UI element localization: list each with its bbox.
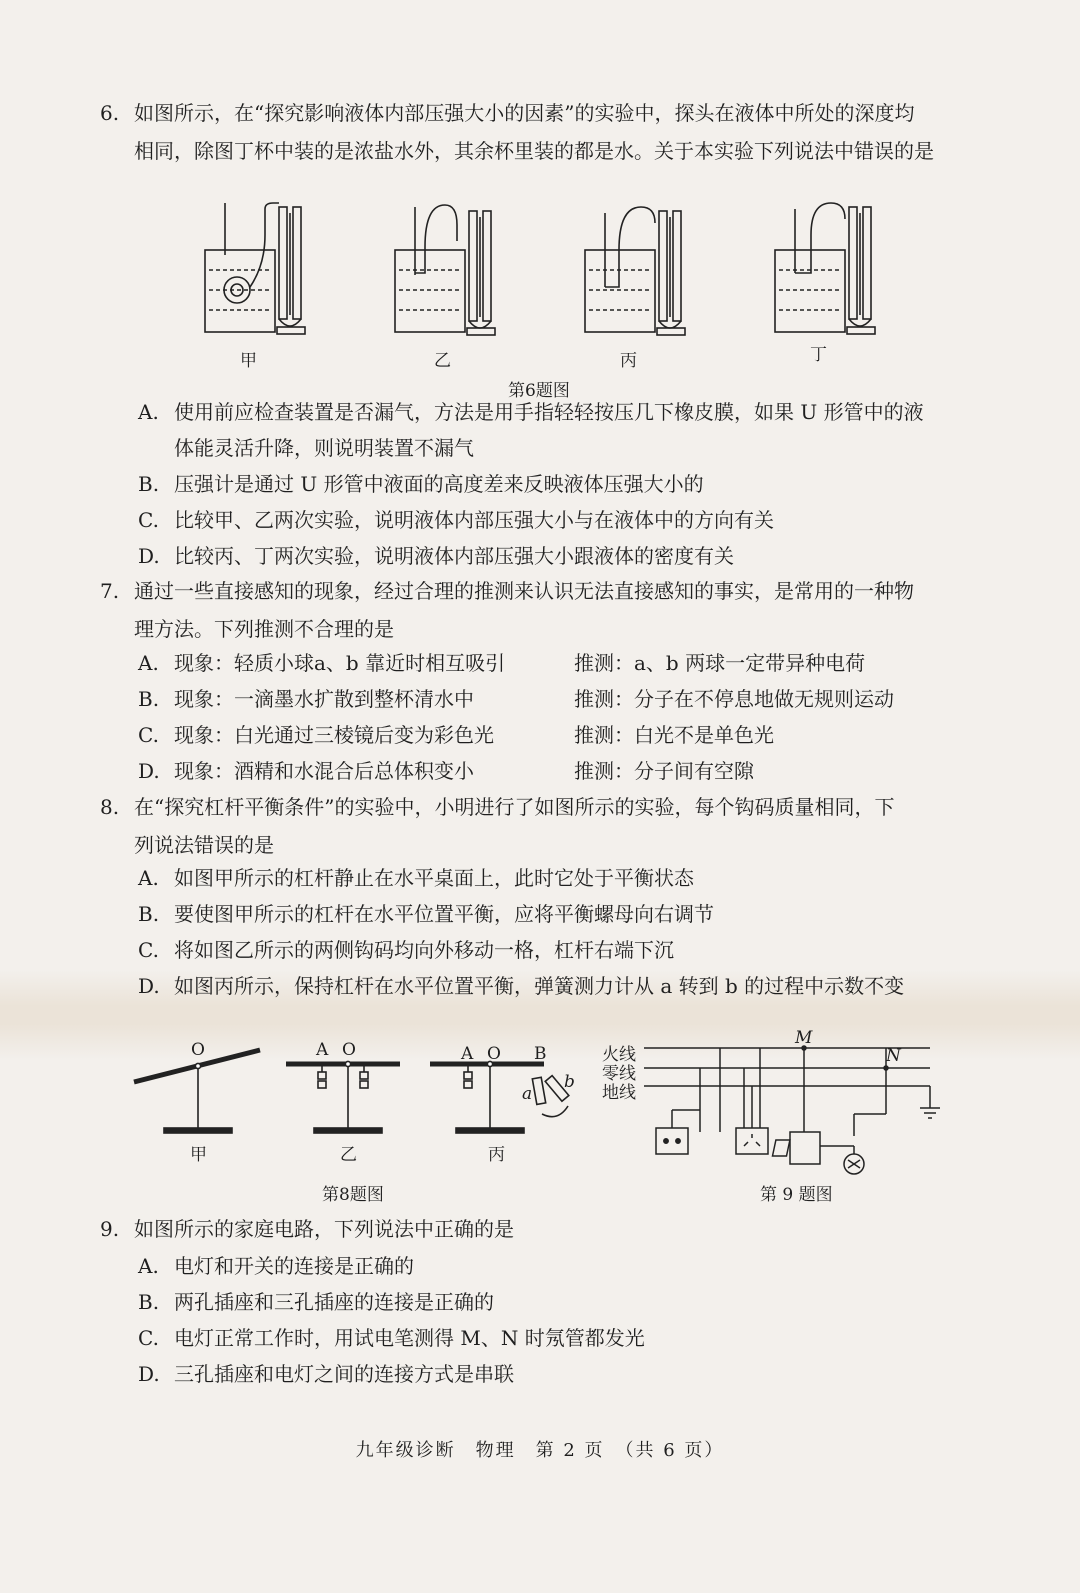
apparatus-ding [775,203,875,334]
q6-option-c [138,502,998,538]
question-7 [100,572,1000,648]
fig8-label-yi: 乙 [340,1145,357,1165]
q9-option-c-letter: C. [138,1326,159,1350]
q6-option-d [138,538,998,574]
question-7-stem-line2: 理方法。下列推测不合理的是 [134,617,394,641]
q8-option-c [138,932,998,968]
light-switch-icon [790,1132,820,1164]
q8-option-d-text: 如图丙所示，保持杠杆在水平位置平衡，弹簧测力计从 a 转到 b 的过程中示数不变 [174,974,905,998]
q7-option-a-letter: A. [138,651,159,675]
q9-option-d [138,1356,998,1392]
fig9-fire-wire-label: 火线 [602,1045,636,1065]
q8-option-b-letter: B. [138,902,160,926]
q8-option-a-letter: A. [138,866,159,890]
figure-9-caption: 第 9 题图 [760,1185,833,1205]
q9-option-b [138,1284,998,1320]
q6-option-b [138,466,998,502]
fig8-bing-direction-b: b [564,1072,575,1092]
q9-option-b-text: 两孔插座和三孔插座的连接是正确的 [174,1290,494,1314]
q8-option-a-text: 如图甲所示的杠杆静止在水平桌面上，此时它处于平衡状态 [174,866,694,890]
q7-option-a-inference: 推测：a、b 两球一定带异种电荷 [574,651,866,675]
q9-option-c-text: 电灯正常工作时，用试电笔测得 M、N 时氖管都发光 [174,1326,645,1350]
question-6-stem-line1: 如图所示，在“探究影响液体内部压强大小的因素”的实验中，探头在液体中所处的深度均 [134,101,915,125]
q9-option-a-letter: A. [138,1254,159,1278]
q9-option-d-letter: D. [138,1362,160,1386]
q7-option-b [138,681,998,717]
q6-option-a-text-line2: 体能灵活升降，则说明装置不漏气 [174,436,474,460]
fig9-point-n: N [886,1046,901,1066]
q7-option-a [138,645,998,681]
q7-option-b-letter: B. [138,687,160,711]
fig8-yi-point-a: A [316,1040,329,1060]
q6-option-d-letter: D. [138,544,160,568]
q6-option-b-letter: B. [138,472,160,496]
lever-yi [286,1061,400,1133]
q8-option-b-text: 要使图甲所示的杠杆在水平位置平衡，应将平衡螺母向右调节 [174,902,714,926]
apparatus-bing [585,207,685,335]
q6-option-c-letter: C. [138,508,159,532]
q6-option-a [138,394,998,466]
q8-option-d [138,968,998,1004]
fig6-label-bing: 丙 [620,351,637,371]
lever-jia [134,1050,260,1133]
q6-option-a-text-line1: 使用前应检查装置是否漏气，方法是用手指轻轻按压几下橡皮膜，如果 U 形管中的液 [174,400,924,424]
fig6-label-yi: 乙 [434,351,451,371]
question-6 [100,94,1000,170]
q8-option-c-text: 将如图乙所示的两侧钩码均向外移动一格，杠杆右端下沉 [174,938,674,962]
fig8-jia-point-o: O [191,1040,205,1060]
question-9-number: 9. [100,1217,120,1241]
fig6-label-ding: 丁 [810,345,827,365]
fig8-label-jia: 甲 [190,1145,207,1165]
q7-option-d-letter: D. [138,759,160,783]
fig9-neutral-wire-label: 零线 [602,1064,636,1084]
fig9-point-m: M [795,1028,813,1048]
page-footer: 九年级诊断 物理 第 2 页 （共 6 页） [355,1440,725,1461]
figure-8-caption: 第8题图 [322,1185,384,1205]
fig8-bing-point-o: O [487,1044,501,1064]
q7-option-c-letter: C. [138,723,159,747]
fig8-bing-direction-a: a [522,1084,533,1104]
q8-option-c-letter: C. [138,938,159,962]
q9-option-a-text: 电灯和开关的连接是正确的 [174,1254,414,1278]
q8-option-b [138,896,998,932]
question-9 [100,1210,1000,1248]
q6-option-b-text: 压强计是通过 U 形管中液面的高度差来反映液体压强大小的 [174,472,704,496]
question-8-stem-line1: 在“探究杠杆平衡条件”的实验中，小明进行了如图所示的实验，每个钩码质量相同，下 [134,795,895,819]
figure-6-pressure-gauges [195,195,915,395]
three-hole-socket-icon [736,1128,768,1154]
q8-option-d-letter: D. [138,974,160,998]
fig8-bing-point-a: A [461,1044,474,1064]
q9-option-d-text: 三孔插座和电灯之间的连接方式是串联 [174,1362,514,1386]
figure-9-household-circuit [640,1036,960,1181]
q7-option-a-phenomenon: 现象：轻质小球a、b 靠近时相互吸引 [174,651,506,675]
q9-option-b-letter: B. [138,1290,160,1314]
question-8 [100,788,1000,864]
q6-option-d-text: 比较丙、丁两次实验，说明液体内部压强大小跟液体的密度有关 [174,544,734,568]
question-6-stem-line2: 相同，除图丁杯中装的是浓盐水外，其余杯里装的都是水。关于本实验下列说法中错误的是 [134,139,934,163]
fig9-ground-wire-label: 地线 [602,1083,636,1103]
question-9-stem: 如图所示的家庭电路，下列说法中正确的是 [134,1217,514,1241]
q6-option-a-letter: A. [138,400,159,424]
apparatus-yi [395,205,495,335]
question-8-stem-line2: 列说法错误的是 [134,833,274,857]
q9-option-c [138,1320,998,1356]
question-7-stem-line1: 通过一些直接感知的现象，经过合理的推测来认识无法直接感知的事实，是常用的一种物 [134,579,914,603]
q7-option-c [138,717,998,753]
q7-option-d-inference: 推测：分子间有空隙 [574,759,754,783]
lever-bing [430,1061,569,1133]
q7-option-c-phenomenon: 现象：白光通过三棱镜后变为彩色光 [174,723,494,747]
q7-option-d-phenomenon: 现象：酒精和水混合后总体积变小 [174,759,474,783]
figure-6-caption: 第6题图 [508,381,570,401]
question-6-number: 6. [100,101,120,125]
q7-option-d [138,753,998,789]
q7-option-c-inference: 推测：白光不是单色光 [574,723,774,747]
fig8-bing-point-b: B [534,1044,547,1064]
fig6-label-jia: 甲 [240,351,257,371]
q7-option-b-phenomenon: 现象：一滴墨水扩散到整杯清水中 [174,687,474,711]
q8-option-a [138,860,998,896]
apparatus-jia [205,203,305,334]
two-hole-socket-icon [656,1128,688,1154]
question-8-number: 8. [100,795,120,819]
question-7-number: 7. [100,579,120,603]
fig8-label-bing: 丙 [488,1145,505,1165]
q9-option-a [138,1248,998,1284]
q7-option-b-inference: 推测：分子在不停息地做无规则运动 [574,687,894,711]
q6-option-c-text: 比较甲、乙两次实验，说明液体内部压强大小与在液体中的方向有关 [174,508,774,532]
fig8-yi-point-o: O [342,1040,356,1060]
